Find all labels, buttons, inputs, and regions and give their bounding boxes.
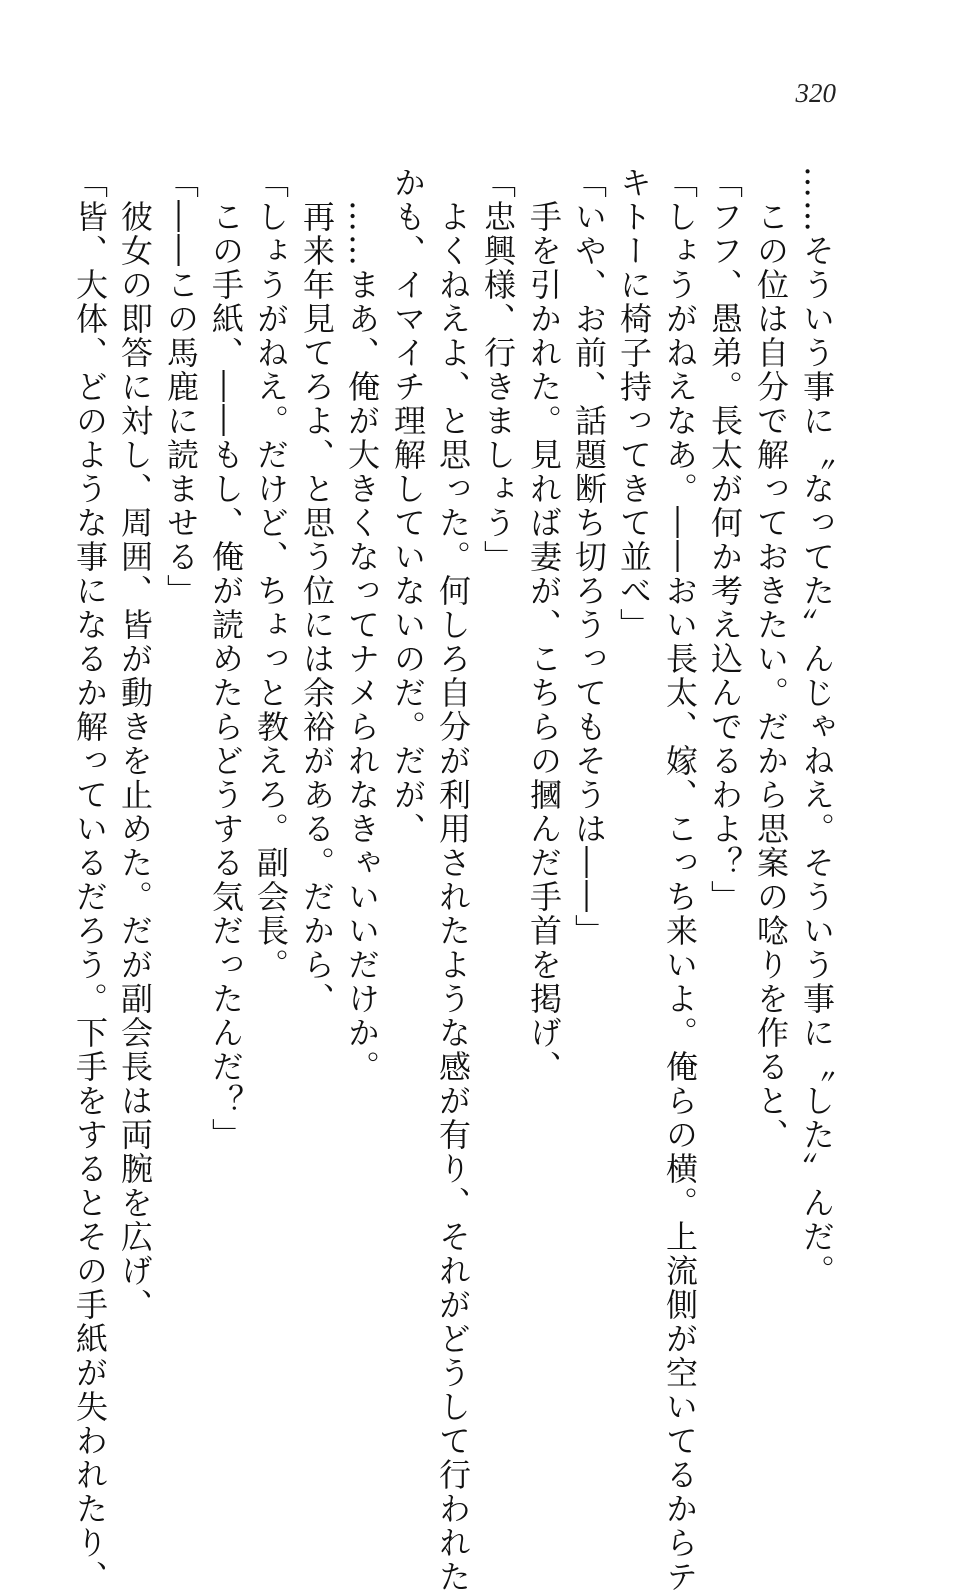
- text-line-16: 彼女の即答に対し、周囲、皆が動きを止めた。だが副会長は両腕を広げ、: [116, 200, 154, 1322]
- text-line-9: よくねえよ、と思った。何しろ自分が利用されたような感が有り、それがどうして行われた: [434, 200, 472, 1594]
- text-line-4: 「しょうがねえなあ。――おい長太、嫁、こっち来いよ。俺らの横。上流側が空いてるからテ: [661, 166, 699, 1594]
- text-line-13: 「しょうがねえ。だけど、ちょっと教えろ。副会長。: [252, 166, 290, 982]
- text-line-1: ……そういう事に〝なってた〟んじゃねえ。そういう事に〝した〟んだ。: [798, 166, 836, 1288]
- text-line-8: 「忠興様、行きましょう」: [479, 166, 517, 574]
- text-line-14: この手紙、――もし、俺が読めたらどうする気だったんだ？」: [207, 200, 245, 1152]
- page-number: 320: [795, 78, 836, 108]
- text-line-7: 手を引かれた。見れば妻が、こちらの摑んだ手首を掲げ、: [525, 200, 563, 1084]
- text-line-3: 「フフ、愚弟。長太が何か考え込んでるわよ？」: [706, 166, 744, 914]
- text-line-5: キトーに椅子持ってきて並べ」: [615, 166, 653, 642]
- text-line-17: 「皆、大体、どのような事になるか解っているだろう。下手をするとその手紙が失われたり、: [71, 166, 109, 1594]
- text-line-15: 「――この馬鹿に読ませる」: [162, 166, 200, 608]
- text-line-11: ……まあ、俺が大きくなってナメられなきゃいいだけか。: [343, 200, 381, 1084]
- text-line-12: 再来年見てろよ、と思う位には余裕がある。だから、: [298, 200, 336, 1016]
- text-line-6: 「いや、お前、話題断ち切ろうってもそうは――」: [570, 166, 608, 948]
- text-line-10: かも、イマイチ理解していないのだ。だが、: [389, 166, 427, 846]
- text-line-2: この位は自分で解っておきたい。だから思案の唸りを作ると、: [752, 200, 790, 1152]
